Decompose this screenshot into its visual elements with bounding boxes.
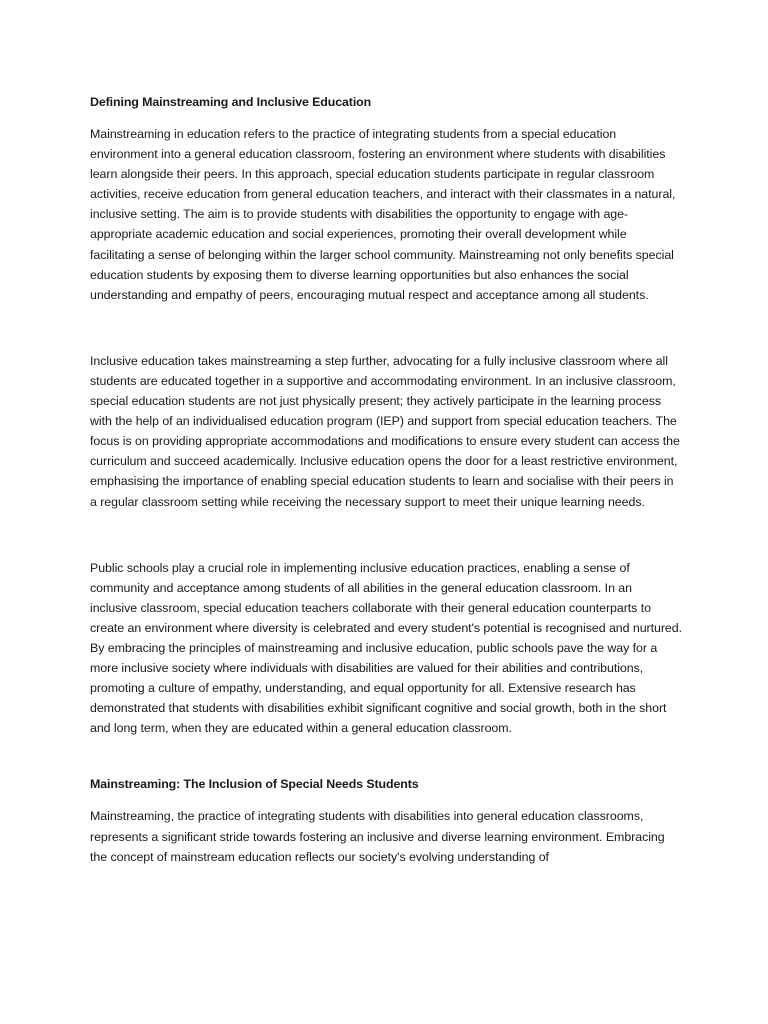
section-heading-defining-mainstreaming: Defining Mainstreaming and Inclusive Education — [90, 95, 372, 109]
paragraph-mainstreaming-practice: Mainstreaming, the practice of integrating students with disabilities into general education classrooms, represents a significant stride towards fostering an inclusive and diverse learning environment. Embracing the concept of mainstream education reflects our society's evolving understanding of — [90, 809, 665, 864]
section-heading-inclusion-special-needs: Mainstreaming: The Inclusion of Special Needs Students — [90, 777, 419, 792]
paragraph-public-schools: Public schools play a crucial role in implementing inclusive education practices, enabling a sense of community and acceptance among students of all abilities in the general education classroom. In an inclusive classroom, special education teachers collaborate with their general education counterparts to create an environment where diversity is celebrated and every student's potential is recognised and nurtured. By embracing the principles of mainstreaming and inclusive education, public schools pave the way for a more inclusive society where individuals with disabilities are valued for their abilities and contributions, promoting a culture of empathy, understanding, and equal opportunity for all. Extensive research has demonstrated that students with disabilities exhibit significant cognitive and social growth, both in the short and long term, when they are educated within a general education classroom. — [90, 560, 683, 736]
paragraph-mainstreaming-definition: Mainstreaming in education refers to the practice of integrating students from a special education environment into a general education classroom, fostering an environment where students with disabilities learn alongside their peers. In this approach, special education students participate in regular classroom activities, receive education from general education teachers, and interact with their classmates in a natural, inclusive setting. The aim is to provide students with disabilities the opportunity to engage with age-appropriate academic education and social experiences, promoting their overall development while facilitating a sense of belonging within the larger school community. Mainstreaming not only benefits special education students by exposing them to diverse learning opportunities but also enhances the social understanding and empathy of peers, encouraging mutual respect and acceptance among all students. — [90, 127, 676, 302]
paragraph-inclusive-education: Inclusive education takes mainstreaming a step further, advocating for a fully inclusive classroom where all students are educated together in a supportive and accommodating environment. In an inclusive classroom, special education students are not just physically present; they actively participate in the learning process with the help of an individualised education program (IEP) and support from special education teachers. The focus is on providing appropriate accommodations and modifications to ensure every student can access the curriculum and succeed academically. Inclusive education opens the door for a least restrictive environment, emphasising the importance of enabling special education students to learn and socialise with their peers in a regular classroom setting while receiving the necessary support to meet their unique learning needs. — [90, 353, 680, 509]
document-body — [90, 92, 682, 867]
